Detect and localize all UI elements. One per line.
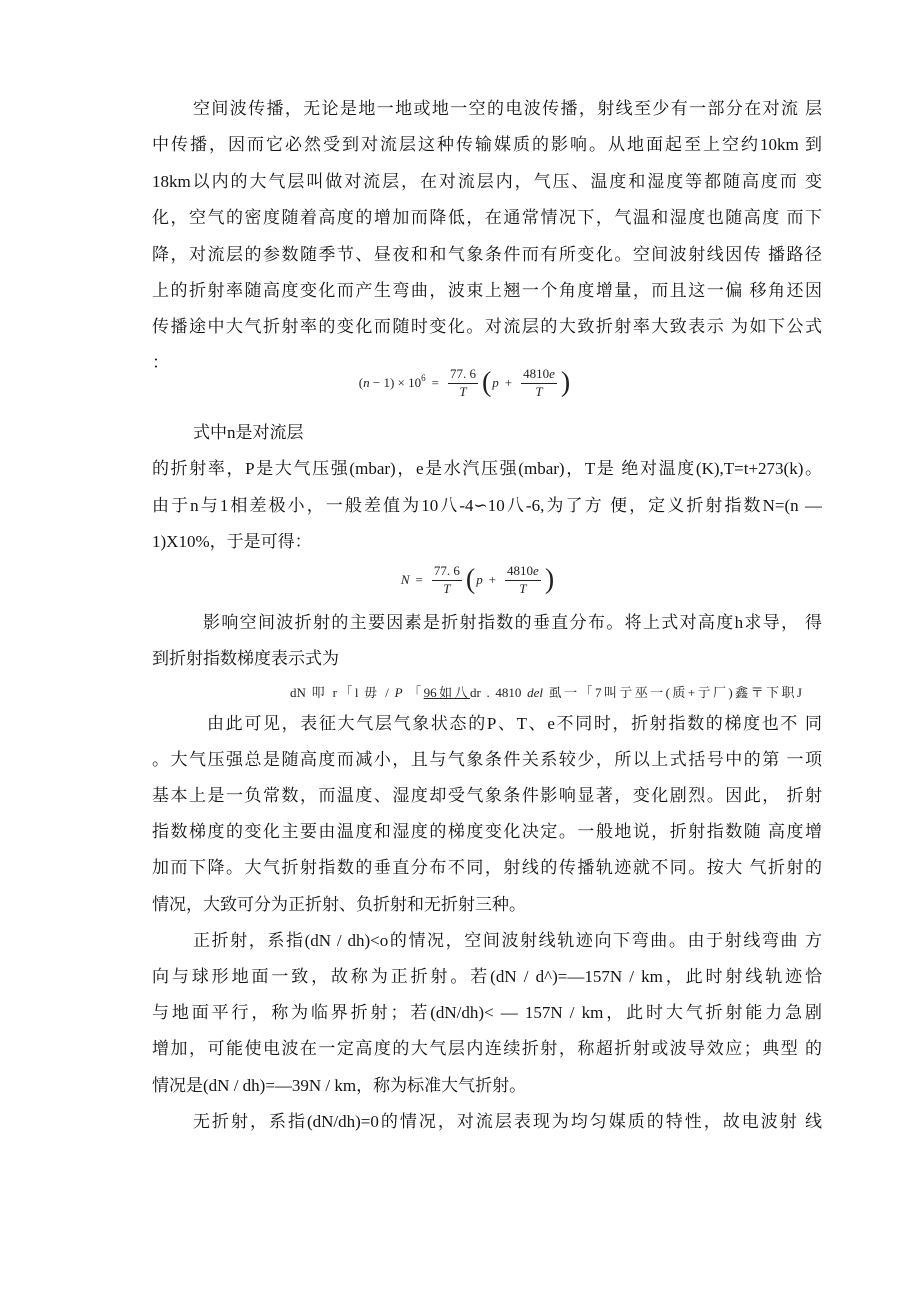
- formula-lhs: $(n - 1) \times 10^6$: [358, 373, 426, 390]
- text-line: 。大气压强总是随高度而减小，且与气象条件关系较少，所以上式括号中的第 一项: [152, 750, 822, 769]
- vapor-term-fraction: [505, 564, 541, 597]
- formula-lhs: N: [400, 572, 410, 587]
- plus-sign: +: [504, 375, 513, 390]
- text-line: 增加，可能使电波在一定高度的大气层内连续折射，称超折射或波导效应；典型 的: [152, 1039, 822, 1058]
- fraction-denominator: T: [535, 383, 543, 399]
- text-line: 上的折射率随高度变化而产生弯曲，波束上翘一个角度增量，而且这一偏 移角还因: [152, 281, 822, 300]
- equals-sign: =: [431, 375, 439, 390]
- text-line: 与地面平行，称为临界折射；若(dN/dh)< — 157N / km，此时大气折射能力急剧: [152, 1003, 822, 1022]
- text-line: 1)X10%，于是可得：: [152, 532, 312, 551]
- text-line: 影响空间波折射的主要因素是折射指数的垂直分布。将上式对高度h求导， 得: [203, 613, 822, 632]
- text-line: 18km以内的大气层叫做对流层，在对流层内，气压、温度和湿度等都随高度而 变: [152, 172, 822, 191]
- equals-sign: =: [415, 572, 423, 587]
- right-paren: ): [560, 367, 571, 398]
- fraction-numerator: 77. 6: [448, 367, 478, 384]
- text-line: 空间波传播，无论是地一地或地一空的电波传播，射线至少有一部分在对流 层: [193, 99, 822, 118]
- text-line: 无折射，系指(dN/dh)=0的情况，对流层表现为均匀媒质的特性，故电波射 线: [193, 1112, 822, 1131]
- gradient-formula: dN 叩 r「l 毋 / P 「96如八dr . 4810 del 虱一「7叫亍巫一(质+亍厂)鑫〒下职J: [290, 685, 802, 700]
- text-line: 向与球形地面一致，故称为正折射。若(dN / d^)=—157N / km，此时射线轨迹恰: [152, 967, 822, 986]
- left-paren: (: [481, 367, 492, 398]
- text-line: 基本上是一负常数，而温度、湿度却受气象条件影响显著，变化剧烈。因此， 折射: [152, 786, 822, 805]
- text-line: 传播途中大气折射率的变化而随时变化。对流层的大致折射率大致表示 为如下公式: [152, 317, 822, 336]
- fraction-denominator: T: [519, 580, 527, 596]
- coefficient-fraction: [448, 367, 478, 400]
- fraction-denominator: T: [443, 580, 451, 596]
- text-line: 由于n与1相差极小，一般差值为10八-4∽10八-6,为了方 便，定义折射指数N=(n —: [152, 496, 822, 515]
- coefficient-fraction: [432, 564, 462, 597]
- text-line: 指数梯度的变化主要由温度和湿度的梯度变化决定。一般地说，折射指数随 高度增: [152, 822, 822, 841]
- text-line: 式中n是对流层: [193, 423, 304, 442]
- text-line: 化，空气的密度随着高度的增加而降低，在通常情况下，气温和湿度也随高度 而下: [152, 208, 822, 227]
- pressure-symbol: p: [492, 375, 499, 390]
- text-line: ：: [152, 353, 169, 372]
- refractivity-index-formula: [388, 558, 568, 602]
- text-line: 情况，大致可分为正折射、负折射和无折射三种。: [152, 895, 526, 914]
- fraction-numerator: 77. 6: [432, 564, 462, 581]
- left-paren: (: [465, 564, 476, 595]
- text-line: 正折射，系指(dN / dh)<o的情况，空间波射线轨迹向下弯曲。由于射线弯曲 方: [193, 931, 822, 950]
- refractivity-formula: [330, 361, 600, 405]
- text-line: 情况是(dN / dh)=—39N / km，称为标准大气折射。: [152, 1076, 527, 1095]
- vapor-term-fraction: [521, 367, 557, 400]
- text-line: 加而下降。大气折射指数的垂直分布不同，射线的传播轨迹就不同。按大 气折射的: [152, 858, 822, 877]
- text-line: 到折射指数梯度表示式为: [152, 649, 339, 668]
- pressure-symbol: p: [476, 572, 483, 587]
- text-line: 的折射率，P是大气压强(mbar)，e是水汽压强(mbar)，T是 绝对温度(K),T=t+273(k)。: [152, 459, 822, 478]
- plus-sign: +: [488, 572, 497, 587]
- right-paren: ): [544, 564, 555, 595]
- fraction-numerator: 4810e: [521, 367, 557, 384]
- text-line: 由此可见，表征大气层气象状态的P、T、e不同时，折射指数的梯度也不 同: [207, 714, 822, 733]
- text-line: 降，对流层的参数随季节、昼夜和和气象条件而有所变化。空间波射线因传 播路径: [152, 245, 822, 264]
- fraction-numerator: 4810e: [505, 564, 541, 581]
- fraction-denominator: T: [459, 383, 467, 399]
- text-line: 中传播，因而它必然受到对流层这种传输媒质的影响。从地面起至上空约10km 到: [152, 135, 822, 154]
